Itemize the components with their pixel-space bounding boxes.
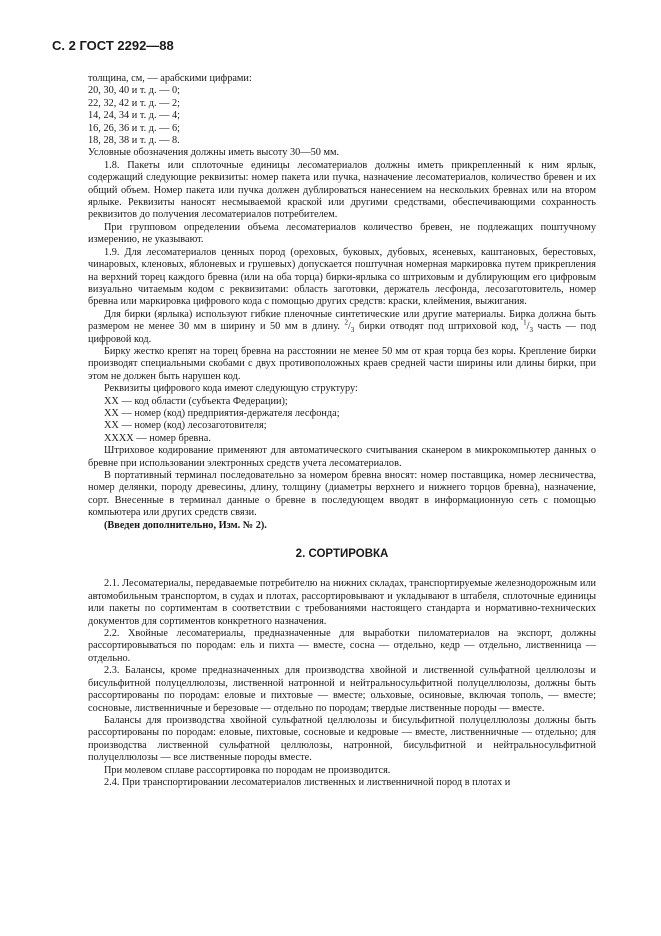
section-title: 2. СОРТИРОВКА xyxy=(295,548,389,561)
code-line: XX — номер (код) предприятия-держателя лесфонда; xyxy=(104,407,340,419)
document-body xyxy=(88,73,596,789)
page-header: С. 2 ГОСТ 2292—88 xyxy=(52,38,174,53)
paragraph-2-4: 2.4. При транспортировании лесоматериалов лиственных и лиственничной пород в плотах и xyxy=(104,776,511,788)
thickness-code-line: 14, 24, 34 и т. д. — 4; xyxy=(88,110,180,122)
fraction-one-third: $^1/_3$ xyxy=(523,318,533,335)
thickness-code-line: 16, 26, 36 и т. д. — 6; xyxy=(88,122,180,134)
paragraph-1-9: 1.9. Для лесоматериалов ценных пород (ореховых, буковых, дубовых, ясеневых, каштановых, берестовых, чинаровых, кленовых, яблоневых и грушевых) допускается поштучная номерная маркировка путем прикрепления на верхний торец каждого бревна (или на оба торца) бирки-ярлыка со штриховым и дублирующим его цифровым визуально читаемым кодом с реквизитами: область заготовки, держатель лесфонда, лесозаготовитель, номер бревна или маркировка цифрового кода с помощью других средств: краски, клеймения, выжигания. xyxy=(88,246,596,308)
paragraph-2-3: 2.3. Балансы, кроме предназначенных для производства хвойной и лиственной сульфатной целлюлозы и бисульфитной полуцеллюлозы, лиственной натронной и нейтральносульфитной полуцеллюлозы, должны быть рассортированы по породам: еловые и пихтовые — вместе; ольховые, осиновые, включая тополь, — вместе; сосновые, лиственничные и березовые — отдельно по породам; твердые лиственные породы — вместе. xyxy=(88,665,596,714)
paragraph-2-1: 2.1. Лесоматериалы, передаваемые потребителю на нижних складах, транспортируемые железнодорожным или автомобильным транспортом, в судах и плотах, рассортировывают и укладывают в штабеля, сплоточные единицы или пакеты по сортиментам в соответствии с требованиями настоящего стандарта и нормативно-технических документов для сортиментов конкретного назначения. xyxy=(88,578,596,627)
tag-attach-paragraph: Бирку жестко крепят на торец бревна на расстоянии не менее 50 мм от края торца без коры. Крепление бирки производят специальными скобами с двух противоположных краев средней части ширины или длины бирки, при этом не должен быть нарушен код. xyxy=(88,345,596,382)
paragraph-1-8: 1.8. Пакеты или сплоточные единицы лесоматериалов должны иметь прикрепленный к ним ярлык, содержащий следующие реквизиты: номер пакета или пучка, назначение лесоматериалов, количество бревен и их общий объем. Номер пакета или пучка должен дублироваться нанесением на нескольких бревнах или на втором ярлыке. Реквизиты наносят несмываемой краской или другими средствами, обеспечивающими сохранность реквизитов до получения лесоматериалов потребителем. xyxy=(88,159,596,221)
code-line: XX — номер (код) лесозаготовителя; xyxy=(104,420,267,432)
symbol-height-text: Условные обозначения должны иметь высоту 30—50 мм. xyxy=(88,147,340,159)
fraction-two-thirds: $^2/_3$ xyxy=(344,318,355,335)
paragraph-2-3-note: При молевом сплаве рассортировка по породам не производится. xyxy=(104,764,391,776)
tag-text-a: Для бирки (ярлыка) используют гибкие пленочные синтетические или другие материалы. Бирка должна быть размером не менее 30 мм в ширину и 50 мм в длину. xyxy=(88,308,596,333)
code-structure-intro: Реквизиты цифрового кода имеют следующую структуру: xyxy=(104,383,358,395)
thickness-intro: толщина, см, — арабскими цифрами: xyxy=(88,73,252,84)
code-line: XX — код области (субъекта Федерации); xyxy=(104,395,288,407)
paragraph-2-3-continued: Балансы для производства хвойной сульфатной целлюлозы и бисульфитной полуцеллюлозы должны быть рассортированы по породам: еловые, пихтовые, сосновые и кедровые — вместе, лиственничные — отдельно; для производства лиственной сульфатной целлюлозы, натронной, бисульфитной и нейтральносульфитной полуцеллюлозы — все лиственные породы вместе. xyxy=(88,714,596,764)
thickness-code-line: 20, 30, 40 и т. д. — 0; xyxy=(88,85,180,97)
paragraph-2-2: 2.2. Хвойные лесоматериалы, предназначенные для выработки пиломатериалов на экспорт, должны рассортировываться по породам: ель и пихта — вместе, сосна — отдельно, кедр — отдельно, лиственница — отдельно. xyxy=(88,628,596,664)
terminal-paragraph: В портативный терминал последовательно за номером бревна вносят: номер поставщика, номер лесничества, номер делянки, породу древесины, длину, толщину (диаметры верхнего и нижнего торцов бревна), назначение, сорт. Внесенные в терминал данные о бревне в последующем вводят в информационную сеть с помощью компьютера или других средств связи. xyxy=(88,470,596,519)
tag-text-c: часть — под цифровой код. xyxy=(88,321,597,345)
code-line: XXXX — номер бревна. xyxy=(104,432,211,444)
thickness-code-line: 18, 28, 38 и т. д. — 8. xyxy=(88,135,180,147)
tag-text-b: бирки отводят под штриховой код, xyxy=(358,321,519,333)
amendment-note: (Введен дополнительно, Изм. № 2). xyxy=(104,519,267,531)
paragraph-1-8-continued: При групповом определении объема лесоматериалов количество бревен, не подлежащих поштучному измерению, не указывают. xyxy=(88,221,596,246)
thickness-code-line: 22, 32, 42 и т. д. — 2; xyxy=(88,97,180,109)
tag-material-paragraph xyxy=(88,309,596,346)
barcode-paragraph: Штриховое кодирование применяют для автоматического считывания сканером в микрокомпьютер данных о бревне при использовании электронных средств учета лесоматериалов. xyxy=(88,445,596,469)
